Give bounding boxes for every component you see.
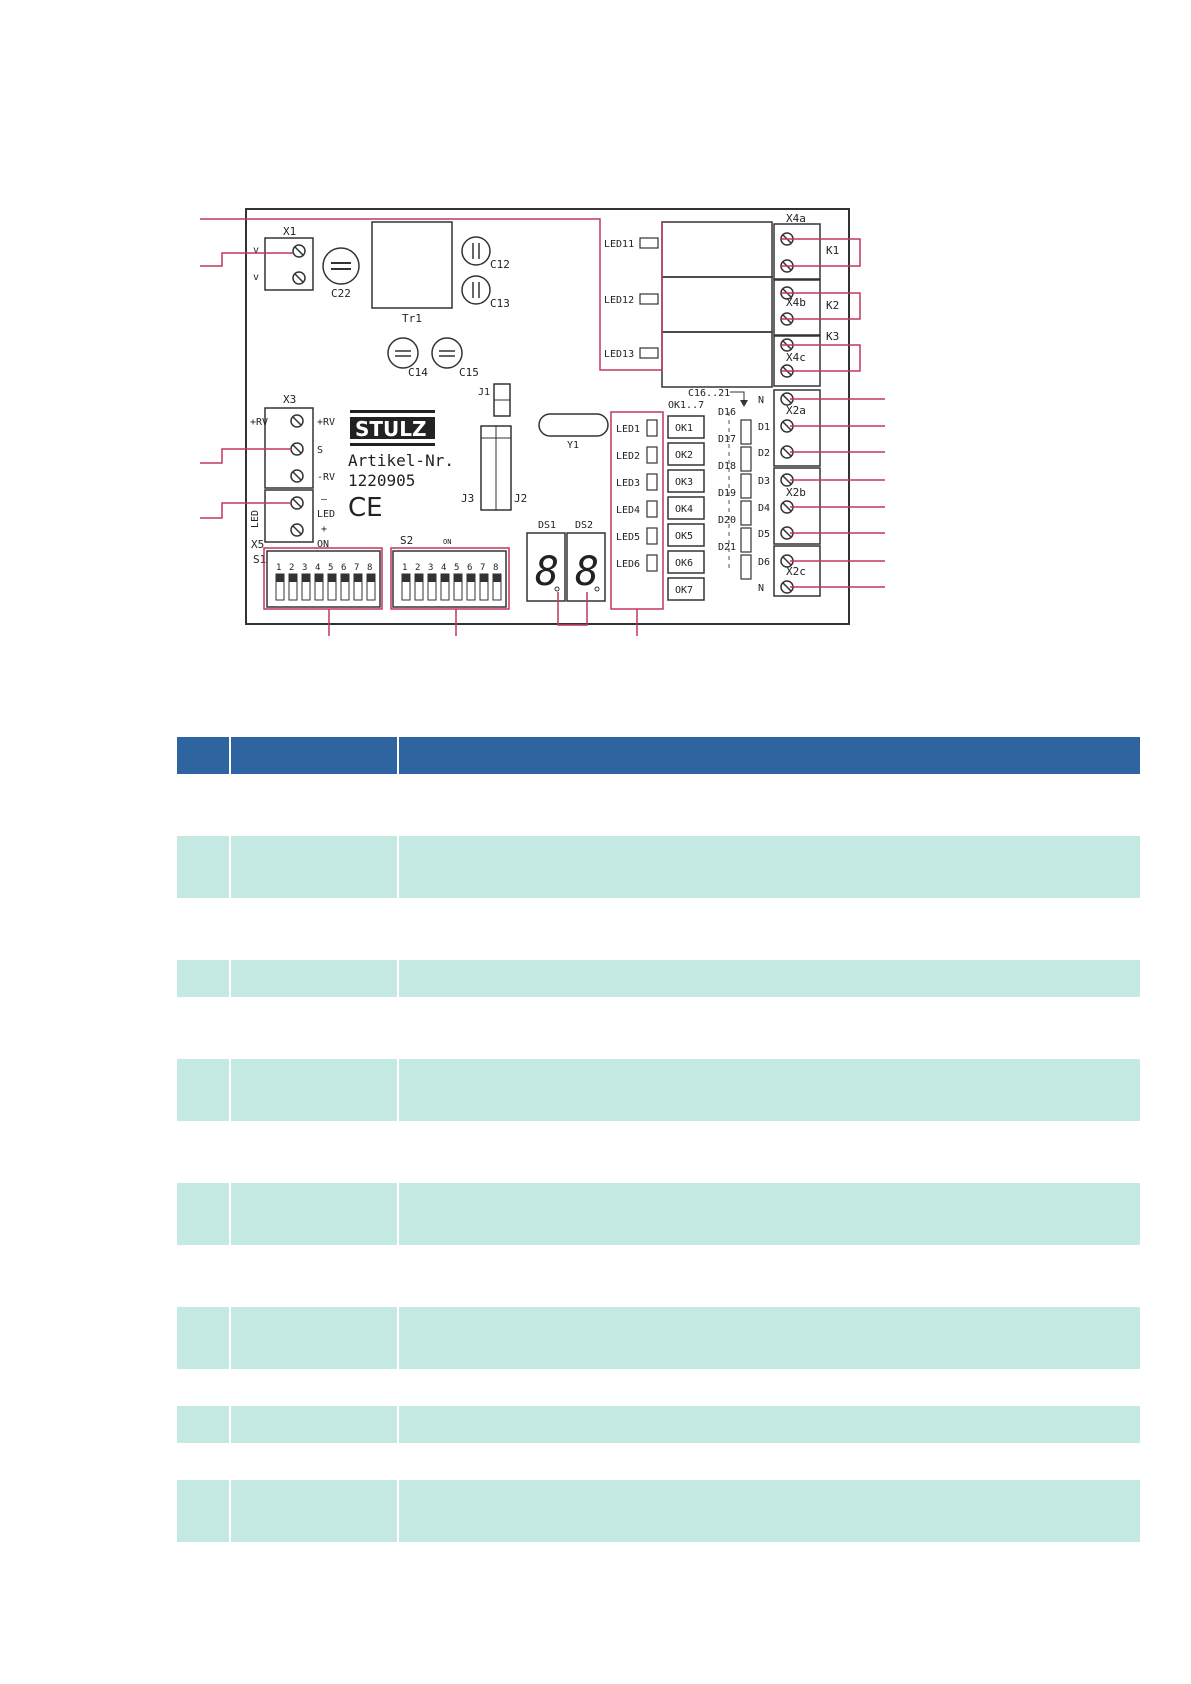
table-row-4 <box>177 960 1140 997</box>
table-row-10-cell-2 <box>230 1307 398 1369</box>
s2-switch-bank <box>402 563 501 600</box>
ds2-label: DS2 <box>575 520 594 531</box>
table-row-9-cell-3 <box>398 1245 1140 1307</box>
s1-number-6: 6 <box>341 563 347 573</box>
table-row-4-cell-3 <box>398 960 1140 997</box>
table-row-4-cell-2 <box>230 960 398 997</box>
x3-pin-2: S <box>317 445 324 456</box>
diode-5 <box>741 528 751 552</box>
optocoupler-label-4: OK4 <box>675 504 694 515</box>
table-header-row-cell-1 <box>177 737 230 774</box>
table-row-9-cell-1 <box>177 1245 230 1307</box>
s2-knob-5 <box>454 574 462 582</box>
x4a-connector <box>774 224 820 279</box>
diode-label-5: D20 <box>718 515 737 526</box>
table-row-6-cell-3 <box>398 1059 1140 1121</box>
callout-1 <box>200 219 662 370</box>
s1-number-3: 3 <box>302 563 308 573</box>
status-led-1 <box>647 420 657 436</box>
table-header-row-cell-3 <box>398 737 1140 774</box>
s1-number-2: 2 <box>289 563 295 573</box>
c14-capacitor <box>388 338 418 368</box>
input-label-2: D1 <box>758 422 771 433</box>
table-row-2-cell-2 <box>230 836 398 898</box>
x1-screw-2 <box>293 272 305 284</box>
x5-pin-3: + <box>321 524 328 535</box>
table-row-2 <box>177 836 1140 898</box>
s2-number-4: 4 <box>441 563 447 573</box>
s1-knob-6 <box>341 574 349 582</box>
x5-side-label: LED <box>250 509 261 528</box>
table-row-3 <box>177 898 1140 960</box>
table-row-10-cell-1 <box>177 1307 230 1369</box>
s1-number-8: 8 <box>367 563 373 573</box>
diode-2 <box>741 447 751 471</box>
diode-label-2: D17 <box>718 434 737 445</box>
s2-label: S2 <box>400 534 414 547</box>
table-row-6-cell-2 <box>230 1059 398 1121</box>
x5-connector <box>265 490 313 542</box>
s2-knob-6 <box>467 574 475 582</box>
table-row-5-cell-3 <box>398 997 1140 1059</box>
x5-screw-2 <box>291 524 303 536</box>
table-header-row-cell-2 <box>230 737 398 774</box>
table-row-9-cell-2 <box>230 1245 398 1307</box>
relay-led-3 <box>640 348 658 358</box>
x5-pin-1: – <box>321 494 328 505</box>
input-label-6: D5 <box>758 529 771 540</box>
x5-screw-1 <box>291 497 303 509</box>
x4b-label: X4b <box>786 296 806 309</box>
s1-knob-4 <box>315 574 323 582</box>
s1-knob-3 <box>302 574 310 582</box>
table-row-14 <box>177 1480 1140 1542</box>
input-label-7: D6 <box>758 557 771 568</box>
c12-capacitor <box>462 237 490 265</box>
optocoupler-label-6: OK6 <box>675 558 694 569</box>
table-row-7-cell-3 <box>398 1121 1140 1183</box>
s1-knob-2 <box>289 574 297 582</box>
stulz-logo-band-top <box>350 410 435 413</box>
table-row-12 <box>177 1406 1140 1443</box>
c22-capacitor <box>323 248 359 284</box>
optocoupler-label-1: OK1 <box>675 423 694 434</box>
table-row-3-cell-2 <box>230 898 398 960</box>
s1-knob-8 <box>367 574 375 582</box>
s2-knob-8 <box>493 574 501 582</box>
j1-label: J1 <box>478 387 491 398</box>
x3-side-label: +RV <box>250 417 269 428</box>
tr1-transformer <box>372 222 452 308</box>
table-row-12-cell-1 <box>177 1406 230 1443</box>
diode-1 <box>741 420 751 444</box>
x1-label: X1 <box>283 225 297 238</box>
c16-21-label: C16..21 <box>688 388 731 399</box>
s2-knob-1 <box>402 574 410 582</box>
input-label-8: N <box>758 583 765 594</box>
x5-pin-4: ON <box>317 539 330 550</box>
table-row-6 <box>177 1059 1140 1121</box>
c13-label: C13 <box>490 297 510 310</box>
stulz-logo-text: STULZ <box>355 417 427 441</box>
x3-pin-3: -RV <box>317 472 336 483</box>
table-row-13-cell-1 <box>177 1443 230 1480</box>
status-led-label-4: LED4 <box>616 505 641 516</box>
relay-k2 <box>662 277 772 332</box>
ds1-digit: 8 <box>535 549 560 595</box>
s2-knob-4 <box>441 574 449 582</box>
s2-number-3: 3 <box>428 563 434 573</box>
status-led-label-1: LED1 <box>616 424 641 435</box>
c15-capacitor <box>432 338 462 368</box>
x2c-label: X2c <box>786 565 806 578</box>
table-row-13-cell-3 <box>398 1443 1140 1480</box>
s2-knob-7 <box>480 574 488 582</box>
optocoupler-label-3: OK3 <box>675 477 694 488</box>
relay-led-column <box>604 238 658 360</box>
diode-label-4: D19 <box>718 488 737 499</box>
table-row-10-cell-3 <box>398 1307 1140 1369</box>
x3-label: X3 <box>283 393 297 406</box>
status-led-label-5: LED5 <box>616 532 641 543</box>
table-row-1-cell-1 <box>177 774 230 836</box>
x4c-label: X4c <box>786 351 806 364</box>
table-row-1-cell-3 <box>398 774 1140 836</box>
ds2-digit: 8 <box>575 549 600 595</box>
status-led-label-2: LED2 <box>616 451 641 462</box>
article-number: 1220905 <box>348 471 416 490</box>
c15-label: C15 <box>459 366 479 379</box>
s2-knob-2 <box>415 574 423 582</box>
c13-capacitor <box>462 276 490 304</box>
relay-led-label-3: LED13 <box>604 349 635 360</box>
s2-number-2: 2 <box>415 563 421 573</box>
callout-ds <box>558 592 587 625</box>
status-led-6 <box>647 555 657 571</box>
x4a-label: X4a <box>786 212 806 225</box>
relay-led-label-1: LED11 <box>604 239 635 250</box>
optocoupler-label-5: OK5 <box>675 531 694 542</box>
x3-connector <box>265 408 313 488</box>
ok1-7-label: OK1..7 <box>668 400 705 411</box>
diode-4 <box>741 501 751 525</box>
c14-label: C14 <box>408 366 428 379</box>
table-row-5-cell-2 <box>230 997 398 1059</box>
s2-number-8: 8 <box>493 563 499 573</box>
table-row-8-cell-2 <box>230 1183 398 1245</box>
table-row-14-cell-2 <box>230 1480 398 1542</box>
table-row-2-cell-1 <box>177 836 230 898</box>
x5-pin-2: LED <box>317 509 336 520</box>
table-row-13 <box>177 1443 1140 1480</box>
status-led-column <box>616 420 657 571</box>
x2a-label: X2a <box>786 404 806 417</box>
diode-label-6: D21 <box>718 542 737 553</box>
table-row-12-cell-3 <box>398 1406 1140 1443</box>
input-label-5: D4 <box>758 503 771 514</box>
k3-label: K3 <box>826 330 840 343</box>
table-row-8-cell-1 <box>177 1183 230 1245</box>
s1-number-1: 1 <box>276 563 282 573</box>
table-row-5-cell-1 <box>177 997 230 1059</box>
status-led-2 <box>647 447 657 463</box>
legend-table <box>177 737 1140 1542</box>
status-led-label-3: LED3 <box>616 478 641 489</box>
optocoupler-label-7: OK7 <box>675 585 694 596</box>
relay-led-2 <box>640 294 658 304</box>
table-row-11-cell-3 <box>398 1369 1140 1406</box>
relay-led-1 <box>640 238 658 248</box>
y1-label: Y1 <box>567 440 580 451</box>
diode-3 <box>741 474 751 498</box>
x5-label: X5 <box>251 538 265 551</box>
s2-number-7: 7 <box>480 563 486 573</box>
s1-number-7: 7 <box>354 563 360 573</box>
input-label-3: D2 <box>758 448 771 459</box>
table-row-3-cell-3 <box>398 898 1140 960</box>
optocoupler-column <box>668 416 704 600</box>
table-row-13-cell-2 <box>230 1443 398 1480</box>
k2-label: K2 <box>826 299 840 312</box>
table-row-11 <box>177 1369 1140 1406</box>
table-row-4-cell-1 <box>177 960 230 997</box>
table-row-14-cell-1 <box>177 1480 230 1542</box>
s2-knob-3 <box>428 574 436 582</box>
x1-connector <box>265 238 313 290</box>
x3-screw-3 <box>291 470 303 482</box>
diode-label-1: D16 <box>718 407 737 418</box>
table-row-10 <box>177 1307 1140 1369</box>
s1-number-5: 5 <box>328 563 334 573</box>
table-row-12-cell-2 <box>230 1406 398 1443</box>
j3-label: J3 <box>461 492 475 505</box>
article-label: Artikel-Nr. <box>348 451 454 470</box>
x2b-label: X2b <box>786 486 806 499</box>
table-row-1 <box>177 774 1140 836</box>
k1-label: K1 <box>826 244 840 257</box>
c22-label: C22 <box>331 287 351 300</box>
relay-k3 <box>662 332 772 387</box>
s2-number-5: 5 <box>454 563 460 573</box>
table-row-11-cell-1 <box>177 1369 230 1406</box>
pcb-layout-diagram <box>0 0 1191 680</box>
diode-column <box>718 407 751 579</box>
table-row-6-cell-1 <box>177 1059 230 1121</box>
x1-pin-2: v <box>253 272 260 283</box>
x3-screw-2 <box>291 443 303 455</box>
diode-6 <box>741 555 751 579</box>
optocoupler-label-2: OK2 <box>675 450 694 461</box>
table-row-7 <box>177 1121 1140 1183</box>
s2-number-6: 6 <box>467 563 473 573</box>
y1-crystal <box>539 414 608 436</box>
table-row-14-cell-3 <box>398 1480 1140 1542</box>
s1-label: S1 <box>253 553 267 566</box>
tr1-label: Tr1 <box>402 312 422 325</box>
s1-knob-7 <box>354 574 362 582</box>
c12-label: C12 <box>490 258 510 271</box>
table-row-7-cell-1 <box>177 1121 230 1183</box>
x1-screw-1 <box>293 245 305 257</box>
table-row-8-cell-3 <box>398 1183 1140 1245</box>
x3-pin-1: +RV <box>317 417 336 428</box>
status-led-4 <box>647 501 657 517</box>
table-row-8 <box>177 1183 1140 1245</box>
ds1-label: DS1 <box>538 520 557 531</box>
table-row-5 <box>177 997 1140 1059</box>
input-label-4: D3 <box>758 476 771 487</box>
input-label-1: N <box>758 395 765 406</box>
table-row-9 <box>177 1245 1140 1307</box>
table-row-11-cell-2 <box>230 1369 398 1406</box>
table-row-1-cell-2 <box>230 774 398 836</box>
ce-mark: CE <box>348 493 383 523</box>
table-row-7-cell-2 <box>230 1121 398 1183</box>
relay-k1 <box>662 222 772 277</box>
table-header-row <box>177 737 1140 774</box>
j2-label: J2 <box>514 492 528 505</box>
s1-switch-bank <box>276 563 375 600</box>
s1-knob-5 <box>328 574 336 582</box>
x1-pin-1: v <box>253 245 260 256</box>
status-led-3 <box>647 474 657 490</box>
s1-knob-1 <box>276 574 284 582</box>
s2-number-1: 1 <box>402 563 408 573</box>
s1-number-4: 4 <box>315 563 321 573</box>
s2-on-label: ON <box>443 538 452 546</box>
table-row-2-cell-3 <box>398 836 1140 898</box>
table-row-3-cell-1 <box>177 898 230 960</box>
x3-screw-1 <box>291 415 303 427</box>
stulz-logo-band-bottom <box>350 443 435 446</box>
relay-led-label-2: LED12 <box>604 295 635 306</box>
status-led-5 <box>647 528 657 544</box>
status-led-label-6: LED6 <box>616 559 641 570</box>
diode-label-3: D18 <box>718 461 737 472</box>
